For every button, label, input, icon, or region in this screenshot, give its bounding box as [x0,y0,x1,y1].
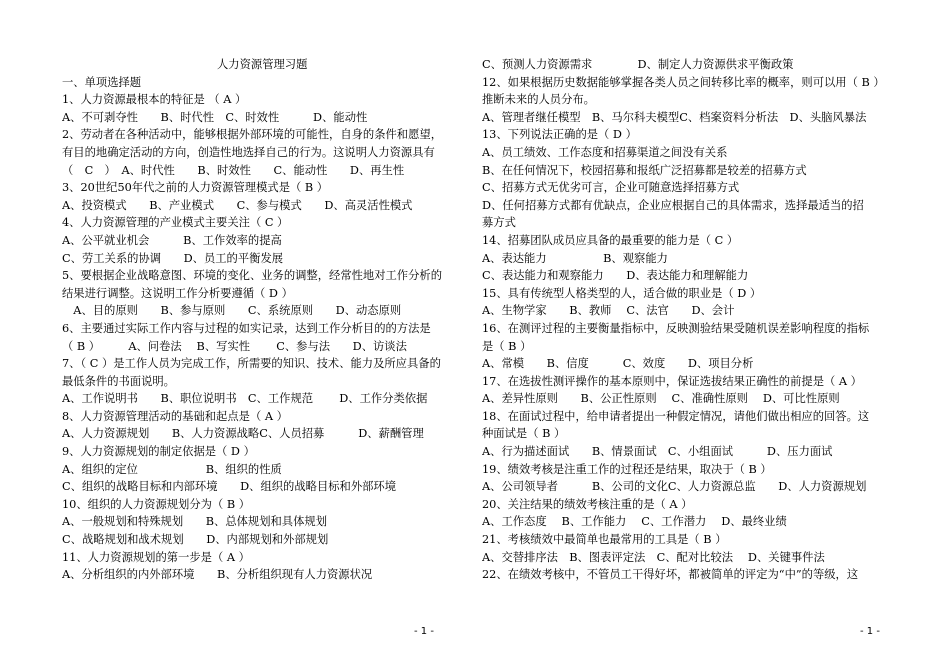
right-column-line: 募方式 [482,216,516,230]
right-column-line: 19、绩效考核是注重工作的过程还是结果，取决于（ B ） [482,462,772,476]
right-column-line: A、管理者继任模型 B、马尔科夫模型C、档案资料分析法 D、头脑风暴法 [482,110,867,124]
right-column-line: 13、下列说法正确的是（ D ） [482,128,637,142]
right-column-line: A、工作态度 B、工作能力 C、工作潜力 D、最终业绩 [482,515,787,529]
left-column-line: 5、要根据企业战略意图、环境的变化、业务的调整，经常性地对工作分析的 [62,269,442,283]
left-column-line: C、战略规划和战术规划 D、内部规划和外部规划 [62,533,329,547]
left-column-line: 最低条件的书面说明。 [62,374,175,388]
right-column-line: 21、考核绩效中最简单也最常用的工具是（ B ） [482,533,727,547]
right-column-line: 18、在面试过程中，给申请者提出一种假定情况，请他们做出相应的回答。这 [482,409,870,423]
right-column-line: 推断未来的人员分布。 [482,93,595,107]
left-column-line: C、劳工关系的协调 D、员工的平衡发展 [62,251,284,265]
right-column-line: A、生物学家 B、教师 C、法官 D、会计 [482,304,735,318]
left-column-line: 10、组织的人力资源规划分为（ B ） [62,497,251,511]
left-column-line: （ C ） A、时代性 B、时效性 C、能动性 D、再生性 [62,163,405,177]
right-column-line: A、表达能力 B、观察能力 [482,251,668,265]
right-column-line: 22、在绩效考核中，不管员工干得好坏，都被简单的评定为“中”的等级，这 [482,568,859,582]
right-column [482,56,900,584]
right-column-line: 17、在选拔性测评操作的基本原则中，保证选拔结果正确性的前提是（ A ） [482,374,862,388]
left-column-line: 3、20世纪50年代之前的人力资源管理模式是（ B ） [62,181,329,195]
right-column-line: 14、招募团队成员应具备的最重要的能力是（ C ） [482,233,739,247]
left-column-line: A、人力资源规划 B、人力资源战略C、人员招募 D、薪酬管理 [62,427,424,441]
left-column-line: 1、人力资源最根本的特征是 （ A ） [62,93,247,107]
right-column-line: 15、具有传统型人格类型的人，适合做的职业是（ D ） [482,286,762,300]
left-column-line: 11、人力资源规划的第一步是（ A ） [62,550,250,564]
right-column-line: D、任何招募方式都有优缺点，企业应根据自己的具体需求，选择最适当的招 [482,198,864,212]
page-number-right: - 1 - [860,626,880,637]
right-column-line: 12、如果根据历史数据能够掌握各类人员之间转移比率的概率，则可以用（ B ） [482,75,885,89]
left-column-line: 4、人力资源管理的产业模式主要关注（ C ） [62,216,289,230]
left-column-line: C、组织的战略目标和内部环境 D、组织的战略目标和外部环境 [62,480,397,494]
left-column-line: A、分析组织的内外部环境 B、分析组织现有人力资源状况 [62,568,373,582]
right-column-line: A、员工绩效、工作态度和招募渠道之间没有关系 [482,145,728,159]
right-column-line: 是（ B ） [482,339,532,353]
left-column-line: A、工作说明书 B、职位说明书 C、工作规范 D、工作分类依据 [62,392,428,406]
left-column-line: A、不可剥夺性 B、时代性 C、时效性 D、能动性 [62,110,368,124]
right-column-line: A、行为描述面试 B、情景面试 C、小组面试 D、压力面试 [482,445,833,459]
left-column-line: A、公平就业机会 B、工作效率的提高 [62,233,282,247]
left-column-line: A、目的原则 B、参与原则 C、系统原则 D、动态原则 [62,304,402,318]
left-column-line: 有目的地确定活动的方向，创造性地选择自己的行为。这说明人力资源具有 [62,145,435,159]
left-column-line: 7、（ C ）是工作人员为完成工作，所需要的知识、技术、能力及所应具备的 [62,357,441,371]
document-title: 人力资源管理习题 [217,58,308,71]
right-column-line: C、招募方式无优劣可言，企业可随意选择招募方式 [482,181,740,195]
right-column-line: 种面试是（ B ） [482,427,566,441]
left-column-line: A、组织的定位 B、组织的性质 [62,462,282,476]
left-column-line: A、投资模式 B、产业模式 C、参与模式 D、高灵活性模式 [62,198,413,212]
right-column-line: A、交替排序法 B、图表评定法 C、配对比较法 D、关键事件法 [482,550,825,564]
left-column-line: 9、人力资源规划的制定依据是（ D ） [62,445,255,459]
left-column [62,56,480,584]
left-column-line: 2、劳动者在各种活动中，能够根据外部环境的可能性，自身的条件和愿望， [62,128,442,142]
right-column-line: C、预测人力资源需求 D、制定人力资源供求平衡政策 [482,58,794,71]
left-column-line: A、一般规划和特殊规划 B、总体规划和具体规划 [62,515,327,529]
right-column-line: A、常模 B、信度 C、效度 D、项目分析 [482,357,754,371]
left-column-line: 结果进行调整。这说明工作分析要遵循（ D ） [62,286,293,300]
right-column-line: 20、关注结果的绩效考核注重的是（ A ） [482,497,693,511]
left-column-line: （ B ） A、问卷法 B、写实性 C、参与法 D、访谈法 [62,339,407,353]
page-number-left: - 1 - [414,626,434,637]
right-column-line: 16、在测评过程的主要衡量指标中，反映测验结果受随机误差影响程度的指标 [482,321,870,335]
left-column-line: 一、单项选择题 [62,75,142,89]
left-column-line: 8、人力资源管理活动的基础和起点是（ A ） [62,409,288,423]
right-column-line: A、差异性原则 B、公正性原则 C、准确性原则 D、可比性原则 [482,392,840,406]
right-column-line: B、在任何情况下，校园招募和报纸广泛招募都是较差的招募方式 [482,163,807,177]
right-column-line: A、公司领导者 B、公司的文化C、人力资源总监 D、人力资源规划 [482,480,867,494]
right-column-line: C、表达能力和观察能力 D、表达能力和理解能力 [482,269,749,283]
left-column-line: 6、主要通过实际工作内容与过程的如实记录，达到工作分析目的的方法是 [62,321,431,335]
